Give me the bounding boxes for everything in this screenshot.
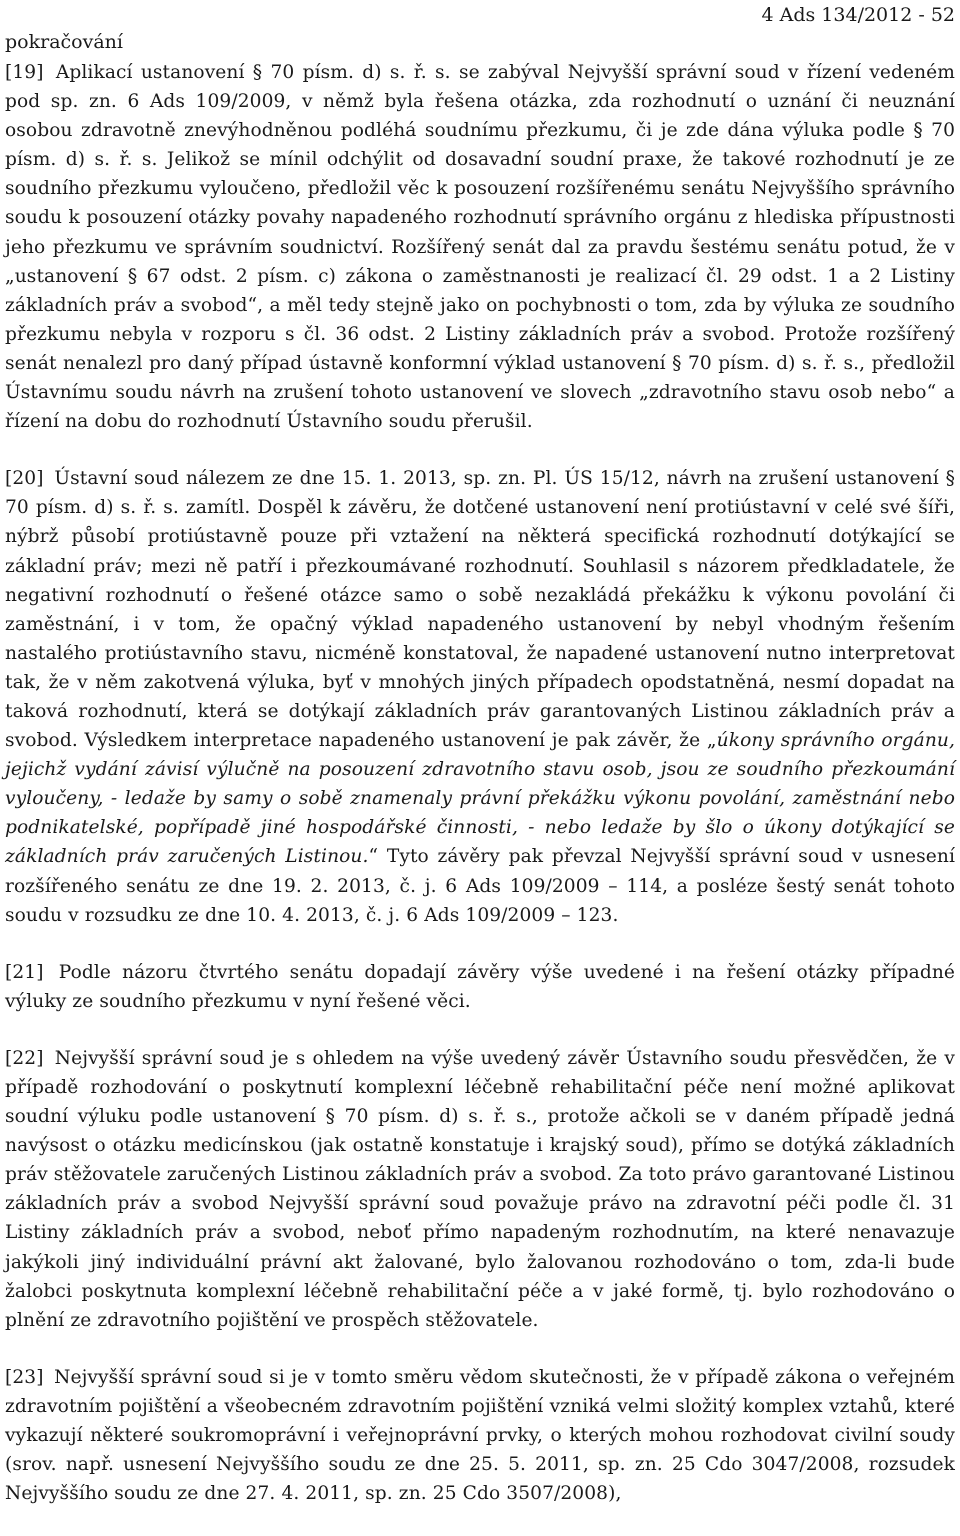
paragraph-number: [20] (5, 468, 44, 490)
paragraph-19 (5, 58, 955, 436)
case-number: 4 Ads 134/2012 - 52 (761, 4, 955, 26)
paragraph-text: Aplikací ustanovení § 70 písm. d) s. ř. s. se zabýval Nejvyšší správní soud v řízení vedeném pod sp. zn. 6 Ads 109/2009, v němž byla řešena otázka, zda rozhodnutí o uznání či neuznání osobou zdravotně znevýhodněnou podléhá soudnímu přezkumu, či je zde dána výluka podle § 70 písm. d) s. ř. s. Jelikož se mínil odchýlit od dosavadní soudní praxe, že takové rozhodnutí je ze soudního přezkumu vyloučeno, předložil věc k posouzení rozšířenému senátu Nejvyššího správního soudu k posouzení otázky povahy napadeného rozhodnutí správního orgánu z hlediska přípustnosti jeho přezkumu ve správním soudnictví. Rozšířený senát dal za pravdu šestému senátu potud, že v „ustanovení § 67 odst. 2 písm. c) zákona o zaměstnanosti je realizací čl. 29 odst. 1 a 2 Listiny základních práv a svobod“, a měl tedy stejně jako on pochybnosti o tom, zda by výluka ze soudního přezkumu nebyla v rozporu s čl. 36 odst. 2 Listiny základních práv a svobod. Protože rozšířený senát nenalezl pro daný případ ústavně konformní výklad ustanovení § 70 písm. d) s. ř. s., předložil Ústavnímu soudu návrh na zrušení tohoto ustanovení ve slovech „zdravotního stavu osob nebo“ a řízení na dobu do rozhodnutí Ústavního soudu přerušil. (5, 62, 955, 433)
paragraph-text-after: “ Tyto závěry pak převzal Nejvyšší správní soud v usnesení rozšířeného senátu ze dne 19. 2. 2013, č. j. 6 Ads 109/2009 – 114, a posléze šestý senát tohoto soudu v rozsudku ze dne 10. 4. 2013, č. j. 6 Ads 109/2009 – 123. (5, 846, 955, 926)
document-body (5, 58, 955, 1536)
paragraph-number: [23] (5, 1366, 44, 1388)
paragraph-text: Nejvyšší správní soud si je v tomto směru vědom skutečnosti, že v případě zákona o veřejném zdravotním pojištění a všeobecném zdravotním pojištění vzniká velmi složitý komplex vztahů, které vykazují některé soukromoprávní i veřejnoprávní prvky, o kterých mohou rozhodovat civilní soudy (srov. např. usnesení Nejvyššího soudu ze dne 25. 5. 2011, sp. zn. 25 Cdo 3047/2008, rozsudek Nejvyššího soudu ze dne 27. 4. 2011, sp. zn. 25 Cdo 3507/2008), (5, 1366, 955, 1505)
page-header (5, 4, 955, 54)
paragraph-text: Nejvyšší správní soud je s ohledem na výše uvedený závěr Ústavního soudu přesvědčen, že v případě rozhodování o poskytnutí komplexní léčebně rehabilitační péče není možné aplikovat soudní výluku podle ustanovení § 70 písm. d) s. ř. s., protože ačkoli se v daném případě jedná navýsost o otázku medicínskou (jak ostatně konstatuje i krajský soud), přímo se dotýká základních práv stěžovatele zaručených Listinou základních práv a svobod. Za toto právo garantované Listinou základních práv a svobod Nejvyšší správní soud považuje právo na zdravotní péči podle čl. 31 Listiny základních práv a svobod, neboť přímo napadeným rozhodnutím, na které nenavazuje jakýkoli jiný individuální právní akt žalované, bylo žalovanou rozhodováno o tom, zda-li bude žalobci poskytnuta komplexní léčebně rehabilitační péče a v jaké formě, tj. bylo rozhodováno o plnění ze zdravotního pojištění ve prospěch stěžovatele. (5, 1047, 955, 1331)
paragraph-text: Ústavní soud nálezem ze dne 15. 1. 2013, sp. zn. Pl. ÚS 15/12, návrh na zrušení ustanovení § 70 písm. d) s. ř. s. zamítl. Dospěl k závěru, že dotčené ustanovení není protiústavní v celé své šíři, nýbrž působí protiústavně pouze při vztažení na některá specifická rozhodnutí dotýkající se základní práv; mezi ně patří i přezkoumávané rozhodnutí. Souhlasil s názorem předkladatele, že negativní rozhodnutí o řešené otázce samo o sobě nezakládá překážku k výkonu povolání či zaměstnání, i v tom, že opačný výklad napadeného ustanovení by nebyl vhodným řešením nastalého protiústavního stavu, nicméně konstatoval, že napadené ustanovení nutno interpretovat tak, že v něm zakotvená výluka, byť v mnohých jiných případech opodstatněná, nesmí dopadat na taková rozhodnutí, která se dotýkají základních práv garantovaných Listinou základních práv a svobod. Výsledkem interpretace napadeného ustanovení je pak závěr, že „ (5, 468, 955, 752)
paragraph-number: [19] (5, 62, 44, 83)
paragraph-number: [21] (5, 961, 44, 983)
continuation-label: pokračování (5, 31, 123, 53)
paragraph-text: Podle názoru čtvrtého senátu dopadají závěry výše uvedené i na řešení otázky případné výluky ze soudního přezkumu v nyní řešené věci. (5, 961, 956, 1012)
paragraph-quote: úkony správního orgánu, jejichž vydání závisí výlučně na posouzení zdravotního stavu osob, jsou ze soudního přezkoumání vyloučeny, - ledaže by samy o sobě znamenaly právní překážku výkonu povolání, zaměstnání nebo podnikatelské, popřípadě jiné hospodářské činnosti, - nebo ledaže by šlo o úkony dotýkající se základních práv zaručených Listinou. (5, 730, 955, 868)
paragraph-20 (5, 464, 955, 930)
paragraph-22 (5, 1044, 955, 1335)
paragraph-number: [22] (5, 1047, 44, 1069)
paragraph-21 (5, 958, 955, 1016)
paragraph-23 (5, 1363, 955, 1508)
